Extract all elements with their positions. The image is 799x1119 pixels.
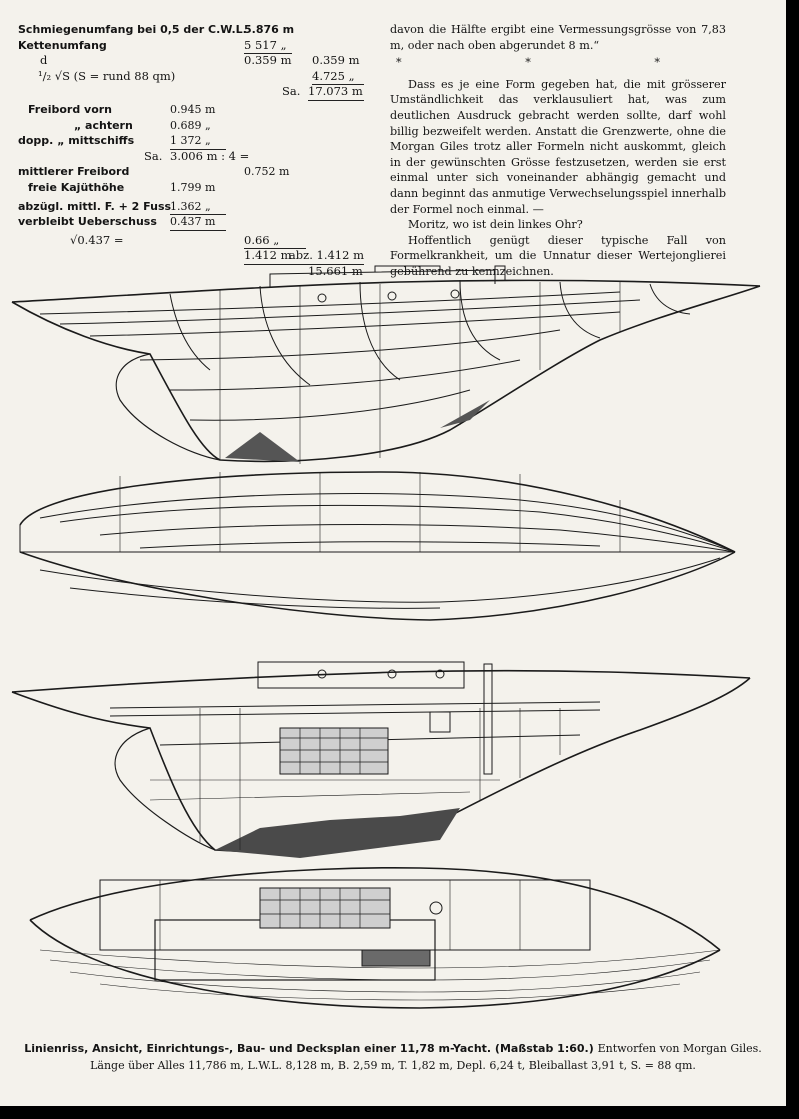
calc-value: 1.799 m [170,180,216,194]
calc-value: 0.437 m [170,214,226,231]
caption-title: Linienriss, Ansicht, Einrichtungs-, Bau- und Decksplan einer 11,78 m-Yacht. (Maßstab 1:60.) [24,1042,594,1055]
calc-label: dopp. „ mittschiffs [18,134,135,148]
section-separator: * * * [396,56,720,70]
yacht-plans-illustration [0,260,786,1035]
lines-plan-profile [12,263,760,464]
calc-value: 15.661 m [308,263,363,278]
calc-value: 0.752 m [244,165,290,179]
calc-value: 17.073 m [308,84,364,101]
calc-value: 0.359 m [244,53,292,68]
calc-value: 0.689 „ [170,118,211,132]
calc-value: 0.359 m [312,53,360,68]
calc-value: 3.006 m : 4 = [170,148,250,163]
calc-label: d [40,53,48,68]
calc-value: 1.362 „ [170,199,226,216]
calc-value: 5.876 m [244,23,295,36]
calc-label: √0.437 = [70,232,124,247]
deck-plan [30,868,720,1008]
construction-profile [12,662,750,858]
calc-label: Kettenumfang [18,38,107,52]
half-breadth-plan [20,472,735,620]
calc-label: „ achtern [74,118,133,132]
caption-designer: Entworfen von Morgan Giles. [597,1042,762,1055]
calc-value: 4.725 „ [312,69,364,86]
measurement-calculation [18,22,363,280]
calc-value: 5 517 „ [244,38,292,55]
calc-sum-label: Sa. [282,84,301,99]
figure-caption [0,1040,786,1074]
calc-value: 1.412 m [244,248,306,265]
calc-label: freie Kajüthöhe [28,180,125,194]
calc-label: ¹/₂ √S (S = rund 88 qm) [38,68,176,83]
calc-value: 0.66 „ [244,233,306,250]
calc-value: 0.945 m [170,102,216,116]
paragraph: davon die Hälfte ergibt eine Vermessungsgrösse von 7,83 m, oder nach oben abgerundet 8 m.“ [390,23,726,52]
calc-sum-label: Sa. [144,148,163,163]
paragraph: Hoffentlich genügt dieser typische Fall von Formelkrankheit, um die Unnatur dieser Wertejonglierei gebührend zu kennzeichnen. [390,233,726,278]
caption-dimensions: Länge über Alles 11,786 m, L.W.L. 8,128 m, B. 2,59 m, T. 1,82 m, Depl. 6,24 t, Bleiballast 3,91 t, S. = 88 qm. [90,1059,696,1072]
paragraph: Dass es je eine Form gegeben hat, die mit grösserer Umständlichkeit das verklausuliert hat, was zum deutlichen Ausdruck gebracht werden sollte, darf wohl billig bezweifelt werden. Anstatt die Grenzwerte, ohne die Morgan Giles trotz aller Formeln nicht auskommt, gleich in der gewünschten Grösse festzusetzen, werden sie erst einmal unter sich voneinander abhängig gemacht und dann beginnt das anmutige Verwechselungsspiel innerhalb der Formel noch einmal. — [390,77,726,216]
calc-label: abzügl. mittl. F. + 2 Fuss [18,199,172,213]
calc-label: Schmiegenumfang bei 0,5 der C.W.L. [18,23,247,36]
calc-label: Freibord vorn [28,102,113,116]
calc-label: verbleibt Ueberschuss [18,215,157,229]
paragraph: Moritz, wo ist dein linkes Ohr? [408,218,583,232]
calc-value: 1 372 „ [170,133,226,150]
calc-value: abz. 1.412 m [282,248,364,265]
article-text [390,22,726,280]
calc-label: mittlerer Freibord [18,165,130,179]
